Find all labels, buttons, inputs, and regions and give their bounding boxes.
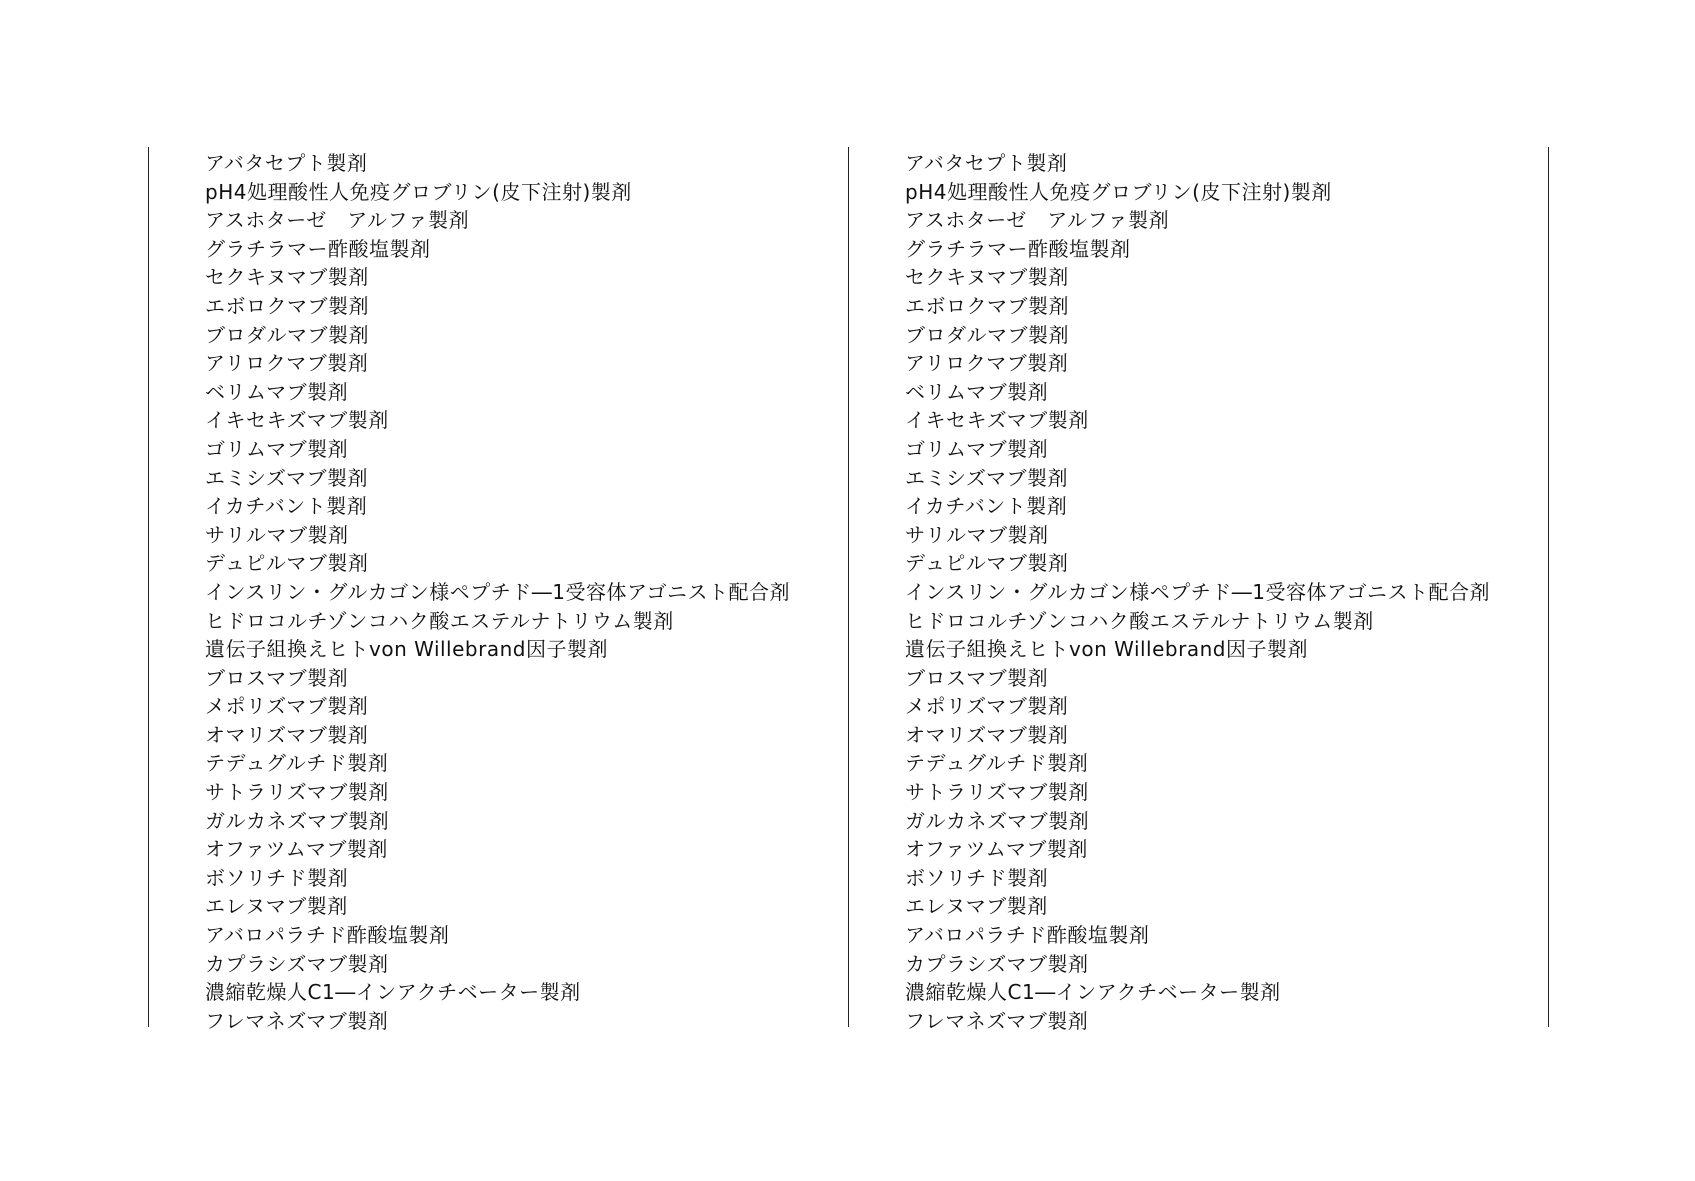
list-item: アバロパラチド酢酸塩製剤 [205, 923, 450, 948]
list-item: ゴリムマブ製剤 [905, 436, 1049, 461]
list-item: ベリムマブ製剤 [205, 379, 349, 404]
list-item: オマリズマブ製剤 [905, 722, 1069, 747]
list-item: イカチバント製剤 [205, 494, 368, 519]
list-item: エボロクマブ製剤 [905, 293, 1069, 318]
list-item: デュピルマブ製剤 [205, 551, 369, 576]
list-item: エボロクマブ製剤 [205, 293, 369, 318]
list-item: エレヌマブ製剤 [905, 894, 1048, 919]
list-item: アスホターゼ アルファ製剤 [205, 208, 470, 233]
drug-list-left [205, 149, 790, 1035]
list-item: 濃縮乾燥人C1―インアクチベーター製剤 [205, 980, 581, 1005]
list-item: サトラリズマブ製剤 [205, 780, 389, 805]
list-item: ヒドロコルチゾンコハク酸エステルナトリウム製剤 [205, 608, 674, 633]
list-item: エミシズマブ製剤 [905, 465, 1068, 490]
list-item: デュピルマブ製剤 [905, 551, 1069, 576]
list-item: ブロダルマブ製剤 [205, 322, 369, 347]
list-item: ブロスマブ製剤 [905, 665, 1049, 690]
list-item: インスリン・グルカゴン様ペプチド―1受容体アゴニスト配合剤 [905, 579, 1491, 604]
list-item: pH4処理酸性人免疫グロブリン(皮下注射)製剤 [905, 179, 1332, 204]
list-item: ゴリムマブ製剤 [205, 436, 349, 461]
list-item: テデュグルチド製剤 [905, 751, 1089, 776]
list-item: サリルマブ製剤 [205, 522, 349, 547]
list-item: フレマネズマブ製剤 [905, 1008, 1089, 1033]
list-item: ガルカネズマブ製剤 [205, 808, 390, 833]
list-item: カプラシズマブ製剤 [905, 951, 1089, 976]
list-item: ヒドロコルチゾンコハク酸エステルナトリウム製剤 [905, 608, 1374, 633]
list-item: ベリムマブ製剤 [905, 379, 1049, 404]
list-item: エレヌマブ製剤 [205, 894, 348, 919]
list-item: ガルカネズマブ製剤 [905, 808, 1090, 833]
list-item: サリルマブ製剤 [905, 522, 1049, 547]
left-column [148, 147, 848, 1033]
list-item: オマリズマブ製剤 [205, 722, 369, 747]
list-item: 遺伝子組換えヒトvon Willebrand因子製剤 [205, 637, 608, 662]
list-item: メポリズマブ製剤 [905, 694, 1069, 719]
list-item: pH4処理酸性人免疫グロブリン(皮下注射)製剤 [205, 179, 632, 204]
list-item: カプラシズマブ製剤 [205, 951, 389, 976]
list-item: アリロクマブ製剤 [905, 351, 1069, 376]
list-item: エミシズマブ製剤 [205, 465, 368, 490]
list-item: メポリズマブ製剤 [205, 694, 369, 719]
list-item: アバロパラチド酢酸塩製剤 [905, 923, 1150, 948]
list-item: インスリン・グルカゴン様ペプチド―1受容体アゴニスト配合剤 [205, 579, 791, 604]
list-item: アバタセプト製剤 [205, 151, 368, 175]
list-item: テデュグルチド製剤 [205, 751, 389, 776]
list-item: オファツムマブ製剤 [205, 837, 388, 862]
list-item: ボソリチド製剤 [905, 865, 1049, 890]
list-item: オファツムマブ製剤 [905, 837, 1088, 862]
list-item: ブロダルマブ製剤 [905, 322, 1069, 347]
list-item: イカチバント製剤 [905, 494, 1068, 519]
list-item: アリロクマブ製剤 [205, 351, 369, 376]
list-item: フレマネズマブ製剤 [205, 1008, 389, 1033]
list-item: アスホターゼ アルファ製剤 [905, 208, 1170, 233]
list-item: グラチラマー酢酸塩製剤 [205, 236, 431, 261]
drug-list-right [905, 149, 1490, 1035]
list-item: サトラリズマブ製剤 [905, 780, 1089, 805]
list-item: ブロスマブ製剤 [205, 665, 349, 690]
list-item: 遺伝子組換えヒトvon Willebrand因子製剤 [905, 637, 1308, 662]
list-item: 濃縮乾燥人C1―インアクチベーター製剤 [905, 980, 1281, 1005]
list-item: セクキヌマブ製剤 [205, 265, 369, 290]
list-item: イキセキズマブ製剤 [205, 408, 389, 433]
list-item: セクキヌマブ製剤 [905, 265, 1069, 290]
list-item: グラチラマー酢酸塩製剤 [905, 236, 1131, 261]
list-item: イキセキズマブ製剤 [905, 408, 1089, 433]
right-column [848, 147, 1549, 1033]
list-item: ボソリチド製剤 [205, 865, 349, 890]
list-item: アバタセプト製剤 [905, 151, 1068, 175]
